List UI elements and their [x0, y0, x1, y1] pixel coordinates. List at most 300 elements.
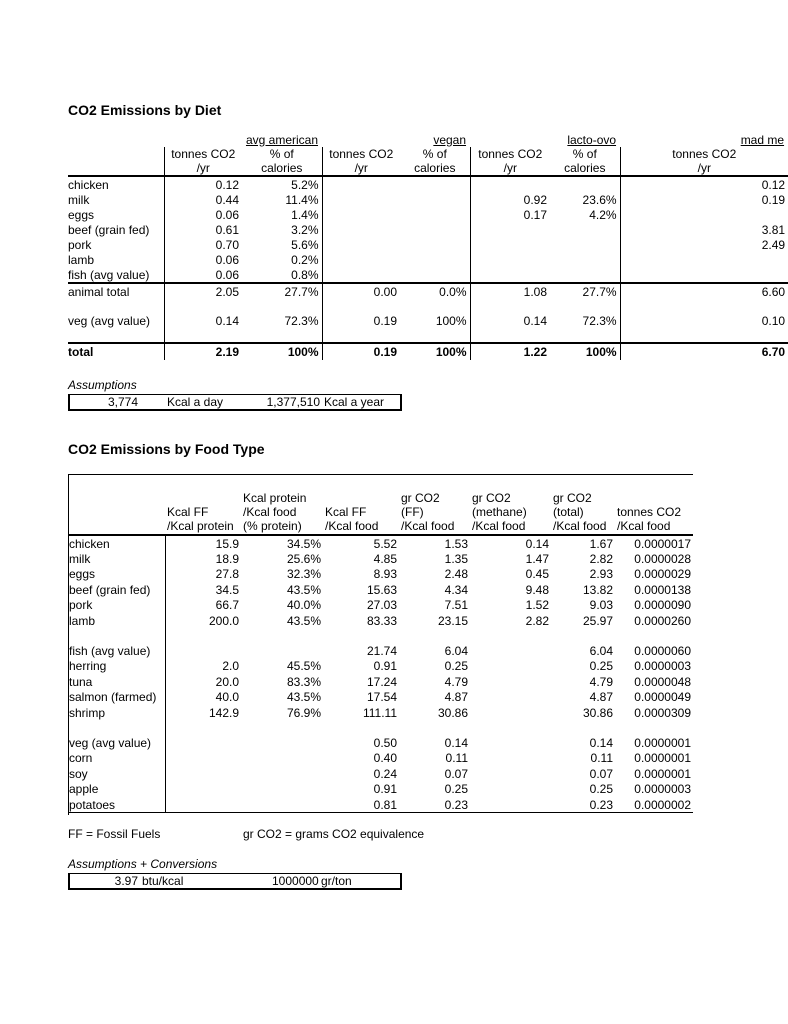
diet-column-header: tonnes CO2 — [164, 147, 242, 161]
food-row — [69, 797, 693, 813]
kcal-year-value: 1,377,510 — [266, 395, 320, 409]
diet-cell: 0.2% — [291, 252, 319, 267]
diet-empty-cell — [550, 328, 620, 343]
food-cell — [470, 735, 551, 750]
food-cell: 4.87 — [444, 690, 468, 705]
diet-group-header: avg american — [245, 132, 319, 147]
food-cell: 0.23 — [551, 797, 615, 813]
diet-empty-cell — [322, 299, 400, 313]
diet-cell — [400, 252, 470, 267]
diet-cell: 27.7% — [284, 284, 319, 299]
food-empty-cell — [241, 720, 323, 735]
food-cell: 76.9% — [286, 705, 321, 720]
food-cell: 9.48 — [525, 582, 549, 597]
food-cell: 1.35 — [444, 552, 468, 567]
food-cell: 0.0000049 — [634, 690, 691, 705]
food-empty-cell — [323, 720, 399, 735]
food-row — [69, 690, 693, 705]
diet-cell: 72.3% — [284, 313, 319, 328]
food-row-label: herring — [69, 659, 107, 674]
diet-empty-cell — [400, 328, 470, 343]
diet-sub-header-row — [68, 161, 788, 176]
food-table — [69, 475, 693, 813]
food-cell — [470, 781, 551, 796]
diet-cell — [550, 267, 620, 283]
food-column-header-line: gr CO2 — [553, 491, 592, 505]
diet-column-header: % of — [269, 147, 294, 161]
food-column-header — [241, 475, 323, 535]
kcal-year-unit: Kcal a year — [324, 395, 385, 409]
diet-spacer-row — [68, 328, 788, 343]
food-row-label: fish (avg value) — [69, 644, 151, 659]
food-column-header — [165, 475, 241, 535]
diet-group-header-row — [68, 132, 788, 147]
diet-cell: 1.4% — [291, 207, 319, 222]
food-cell: 0.81 — [323, 797, 399, 813]
food-cell: 0.91 — [373, 659, 397, 674]
diet-table — [68, 132, 788, 360]
diet-row — [68, 252, 788, 267]
diet-row — [68, 176, 788, 192]
food-spacer-row — [69, 628, 693, 643]
food-cell: 2.0 — [165, 659, 241, 674]
diet-row-label: milk — [68, 192, 90, 207]
diet-cell — [620, 267, 788, 283]
diet-row — [68, 267, 788, 283]
food-column-header-line: /Kcal food — [617, 519, 671, 533]
food-cell: 0.0000090 — [634, 598, 691, 613]
food-cell: 0.25 — [589, 782, 613, 797]
food-cell: 0.0000003 — [634, 659, 691, 674]
diet-row — [68, 207, 788, 222]
ff-note: FF = Fossil Fuels — [68, 827, 161, 841]
food-cell: 4.85 — [373, 552, 397, 567]
diet-row-label: chicken — [68, 177, 109, 192]
food-row — [69, 598, 693, 613]
diet-cell: 0.12 — [620, 176, 788, 192]
food-cell: 2.48 — [444, 567, 468, 582]
food-cell — [470, 705, 551, 720]
food-cell: 0.0000001 — [634, 751, 691, 766]
food-cell — [470, 690, 551, 705]
food-spacer-row — [69, 720, 693, 735]
food-cell: 34.5% — [286, 536, 321, 551]
diet-table-body — [68, 132, 788, 360]
food-cell: 1.67 — [589, 536, 613, 551]
food-cell: 30.86 — [437, 705, 468, 720]
food-row — [69, 735, 693, 750]
food-cell: 6.04 — [444, 644, 468, 659]
diet-column-header: tonnes CO2 — [470, 147, 550, 161]
food-corner-cell — [69, 475, 165, 535]
diet-corner-cell — [68, 161, 164, 176]
food-column-header — [470, 475, 551, 535]
food-cell: 0.0000138 — [634, 582, 691, 597]
food-row — [69, 659, 693, 674]
food-cell: 25.6% — [286, 552, 321, 567]
food-cell: 0.0000002 — [615, 797, 693, 813]
food-empty-cell — [470, 628, 551, 643]
diet-empty-cell — [620, 328, 788, 343]
food-cell: 0.24 — [373, 766, 397, 781]
food-cell: 25.97 — [582, 613, 613, 628]
food-cell: 0.07 — [589, 766, 613, 781]
food-cell — [165, 781, 241, 796]
food-cell — [241, 781, 323, 796]
food-row-label: pork — [69, 598, 93, 613]
food-cell: 34.5 — [165, 582, 241, 597]
food-cell: 0.91 — [373, 782, 397, 797]
gr-unit: gr/ton — [321, 874, 352, 888]
diet-empty-cell — [68, 328, 164, 343]
food-row-label: lamb — [69, 613, 96, 628]
diet-cell: 6.60 — [620, 283, 788, 299]
diet-column-header: tonnes CO2 — [322, 147, 400, 161]
diet-table-container — [68, 132, 786, 368]
diet-row-label: lamb — [68, 252, 95, 267]
diet-row-label: total — [68, 343, 164, 360]
food-row-label: tuna — [69, 674, 93, 689]
food-cell: 0.0000309 — [634, 705, 691, 720]
diet-column-header: /yr — [322, 161, 400, 176]
diet-column-header: /yr — [164, 161, 242, 176]
food-table-container — [68, 474, 693, 815]
diet-cell: 0.00 — [322, 283, 400, 299]
diet-cell — [470, 176, 550, 192]
diet-cell: 0.14 — [164, 313, 242, 328]
diet-cell — [550, 222, 620, 237]
diet-assumptions-box — [68, 394, 402, 411]
food-cell: 15.9 — [165, 535, 241, 551]
food-cell: 0.0000017 — [634, 536, 691, 551]
food-cell: 0.14 — [525, 536, 549, 551]
food-cell: 111.11 — [362, 705, 397, 720]
diet-column-header: calories — [400, 161, 470, 176]
diet-cell: 0.92 — [470, 192, 550, 207]
food-row — [69, 551, 693, 566]
food-cell: 0.25 — [589, 659, 613, 674]
food-column-header-line: /Kcal protein — [167, 519, 234, 533]
food-row-label: soy — [69, 766, 88, 781]
diet-cell: 72.3% — [582, 313, 617, 328]
food-cell: 17.24 — [366, 674, 397, 689]
diet-cell: 0.61 — [164, 222, 242, 237]
food-cell — [470, 674, 551, 689]
food-cell: 15.63 — [366, 582, 397, 597]
food-row-label: salmon (farmed) — [69, 690, 157, 705]
food-cell — [470, 659, 551, 674]
diet-column-header: /yr — [620, 161, 788, 176]
diet-cell: 0.10 — [620, 313, 788, 328]
food-row — [69, 674, 693, 689]
food-cell: 0.11 — [445, 751, 468, 766]
diet-cell: 3.81 — [620, 222, 788, 237]
diet-cell — [322, 207, 400, 222]
food-row — [69, 582, 693, 597]
diet-column-header: calories — [550, 161, 620, 176]
diet-cell: 5.2% — [291, 177, 319, 192]
diet-spacer-row — [68, 299, 788, 313]
diet-cell: 2.05 — [164, 283, 242, 299]
diet-cell: 100% — [550, 343, 620, 360]
food-cell: 17.54 — [366, 690, 397, 705]
food-empty-cell — [323, 628, 399, 643]
gr-value: 1000000 — [272, 874, 319, 888]
food-title: CO2 Emissions by Food Type — [68, 441, 265, 457]
food-cell: 4.87 — [589, 690, 613, 705]
food-column-header-line: (% protein) — [243, 519, 302, 533]
food-cell: 83.33 — [366, 613, 397, 628]
food-cell: 0.0000048 — [634, 674, 691, 689]
food-cell — [165, 735, 241, 750]
food-cell: 6.04 — [589, 644, 613, 659]
food-column-header-line: (FF) — [401, 505, 424, 519]
food-cell: 0.45 — [525, 567, 549, 582]
food-cell: 0.0000028 — [634, 552, 691, 567]
food-empty-cell — [551, 720, 615, 735]
food-column-header-line: /Kcal food — [243, 505, 297, 519]
food-cell — [470, 766, 551, 781]
food-column-header-line: /Kcal food — [401, 519, 455, 533]
food-empty-cell — [69, 720, 165, 735]
food-cell: 40.0% — [286, 598, 321, 613]
diet-cell: 4.2% — [589, 207, 617, 222]
food-cell: 20.0 — [165, 674, 241, 689]
food-row-label: shrimp — [69, 705, 106, 720]
food-cell: 13.82 — [582, 582, 613, 597]
food-row — [69, 535, 693, 551]
diet-cell: 0.19 — [322, 313, 400, 328]
diet-cell: 5.6% — [291, 237, 319, 252]
diet-row-label: fish (avg value) — [68, 267, 164, 283]
diet-corner-cell — [68, 147, 164, 161]
diet-row — [68, 192, 788, 207]
diet-group-header: mad me — [740, 132, 785, 147]
food-assumptions-label: Assumptions + Conversions — [68, 857, 218, 871]
diet-cell — [400, 192, 470, 207]
diet-cell — [322, 176, 400, 192]
food-cell: 27.8 — [165, 567, 241, 582]
food-cell — [241, 643, 323, 658]
diet-column-header: calories — [242, 161, 322, 176]
diet-cell: 0.19 — [620, 192, 788, 207]
food-cell — [165, 766, 241, 781]
diet-cell: 0.12 — [164, 176, 242, 192]
diet-cell — [400, 176, 470, 192]
food-header-row — [69, 475, 693, 535]
food-cell: 2.82 — [589, 552, 613, 567]
diet-empty-cell — [164, 299, 242, 313]
diet-animal-total-row — [68, 283, 788, 299]
food-empty-cell — [399, 720, 470, 735]
diet-cell — [322, 252, 400, 267]
food-cell: 83.3% — [286, 674, 321, 689]
diet-cell — [322, 237, 400, 252]
diet-cell — [620, 252, 788, 267]
diet-cell: 0.70 — [164, 237, 242, 252]
food-cell: 0.14 — [589, 735, 613, 750]
food-cell — [165, 643, 241, 658]
diet-cell — [470, 237, 550, 252]
food-cell: 200.0 — [165, 613, 241, 628]
food-cell: 0.50 — [373, 735, 397, 750]
food-row-label: chicken — [69, 536, 110, 551]
food-row-label: potatoes — [69, 797, 165, 813]
food-empty-cell — [470, 720, 551, 735]
diet-empty-cell — [400, 299, 470, 313]
diet-cell: 0.44 — [164, 192, 242, 207]
diet-corner-cell — [68, 132, 164, 147]
diet-column-header: % of — [422, 147, 447, 161]
btu-value: 3.97 — [114, 874, 138, 888]
diet-empty-cell — [550, 299, 620, 313]
food-cell: 0.25 — [444, 782, 468, 797]
diet-cell — [322, 222, 400, 237]
food-row-label: veg (avg value) — [69, 735, 152, 750]
diet-cell: 0.14 — [470, 313, 550, 328]
food-table-body — [69, 475, 693, 813]
food-cell: 4.79 — [589, 674, 613, 689]
diet-row — [68, 222, 788, 237]
diet-cell: 2.49 — [620, 237, 788, 252]
food-cell: 23.15 — [437, 613, 468, 628]
diet-row-label: animal total — [68, 284, 130, 299]
food-cell: 0.0000001 — [634, 735, 691, 750]
diet-row-label: veg (avg value) — [68, 313, 151, 328]
btu-unit: btu/kcal — [142, 874, 184, 888]
diet-cell: 0.17 — [470, 207, 550, 222]
food-cell: 18.9 — [165, 551, 241, 566]
food-column-header-line: gr CO2 — [401, 491, 440, 505]
food-cell — [241, 766, 323, 781]
food-cell: 9.03 — [589, 598, 613, 613]
food-row-label: eggs — [69, 567, 96, 582]
food-cell: 40.0 — [165, 690, 241, 705]
food-row — [69, 781, 693, 796]
food-cell: 0.0000260 — [634, 613, 691, 628]
diet-empty-cell — [620, 299, 788, 313]
food-column-header-line: gr CO2 — [472, 491, 511, 505]
food-column-header-line: Kcal FF — [167, 505, 209, 519]
diet-cell — [322, 267, 400, 283]
food-cell — [470, 751, 551, 766]
food-cell: 21.74 — [366, 644, 397, 659]
food-cell: 0.0000060 — [634, 644, 691, 659]
diet-cell — [620, 207, 788, 222]
food-cell: 0.14 — [444, 735, 468, 750]
food-cell: 0.07 — [444, 766, 468, 781]
food-row — [69, 751, 693, 766]
food-row-label: beef (grain fed) — [69, 582, 151, 597]
food-cell: 45.5% — [286, 659, 321, 674]
diet-cell — [400, 207, 470, 222]
food-cell: 2.93 — [589, 567, 613, 582]
food-empty-cell — [551, 628, 615, 643]
diet-cell — [470, 252, 550, 267]
diet-empty-cell — [68, 299, 164, 313]
food-cell — [470, 797, 551, 813]
food-cell: 32.3% — [286, 567, 321, 582]
diet-cell: 6.70 — [620, 343, 788, 360]
diet-cell: 27.7% — [582, 284, 617, 299]
food-column-header-line: /Kcal food — [553, 519, 607, 533]
diet-cell — [400, 267, 470, 283]
food-cell: 0.0000001 — [634, 766, 691, 781]
food-column-header — [551, 475, 615, 535]
food-cell: 0.23 — [399, 797, 470, 813]
food-row — [69, 766, 693, 781]
diet-cell — [400, 237, 470, 252]
food-empty-cell — [615, 720, 693, 735]
food-column-header-line: (total) — [553, 505, 584, 519]
food-row-label: corn — [69, 751, 93, 766]
food-column-header — [323, 475, 399, 535]
diet-cell: 1.08 — [470, 283, 550, 299]
diet-group-header: vegan — [433, 132, 467, 147]
diet-cell — [550, 237, 620, 252]
diet-cell — [400, 222, 470, 237]
diet-cell — [470, 222, 550, 237]
food-column-header-line: (methane) — [472, 505, 527, 519]
food-cell: 0.11 — [590, 751, 613, 766]
food-cell: 43.5% — [286, 690, 321, 705]
diet-cell: 100% — [435, 313, 467, 328]
diet-sub-header-row — [68, 147, 788, 161]
diet-cell: 1.22 — [470, 343, 550, 360]
kcal-day-value: 3,774 — [107, 395, 138, 409]
food-empty-cell — [69, 628, 165, 643]
diet-cell: 3.2% — [291, 222, 319, 237]
food-row-label: apple — [69, 782, 99, 797]
diet-empty-cell — [242, 328, 322, 343]
diet-title: CO2 Emissions by Diet — [68, 102, 222, 118]
diet-cell: 0.19 — [322, 343, 400, 360]
food-cell — [241, 735, 323, 750]
diet-column-header: /yr — [470, 161, 550, 176]
food-cell: 5.52 — [373, 536, 397, 551]
diet-column-header: tonnes CO2 — [620, 147, 788, 161]
food-cell — [470, 643, 551, 658]
food-empty-cell — [241, 628, 323, 643]
food-row-label: milk — [69, 552, 91, 567]
food-cell: 0.0000029 — [634, 567, 691, 582]
diet-cell: 100% — [400, 343, 470, 360]
diet-empty-cell — [164, 328, 242, 343]
food-cell: 142.9 — [165, 705, 241, 720]
food-empty-cell — [615, 628, 693, 643]
food-column-header-line: Kcal FF — [325, 505, 367, 519]
diet-cell: 0.06 — [164, 207, 242, 222]
food-cell — [165, 751, 241, 766]
food-column-header — [399, 475, 470, 535]
food-column-header — [615, 475, 693, 535]
diet-cell — [550, 252, 620, 267]
food-cell: 4.34 — [444, 582, 468, 597]
diet-total-row — [68, 343, 788, 360]
diet-column-header: % of — [572, 147, 597, 161]
food-column-header-line: /Kcal food — [325, 519, 379, 533]
food-cell: 0.0000003 — [634, 782, 691, 797]
diet-empty-cell — [470, 328, 550, 343]
food-empty-cell — [399, 628, 470, 643]
food-cell: 0.40 — [373, 751, 397, 766]
food-cell: 1.47 — [525, 552, 549, 567]
diet-veg-row — [68, 313, 788, 328]
food-cell: 1.53 — [444, 536, 468, 551]
food-cell: 0.25 — [444, 659, 468, 674]
diet-cell — [470, 267, 550, 283]
diet-empty-cell — [322, 328, 400, 343]
